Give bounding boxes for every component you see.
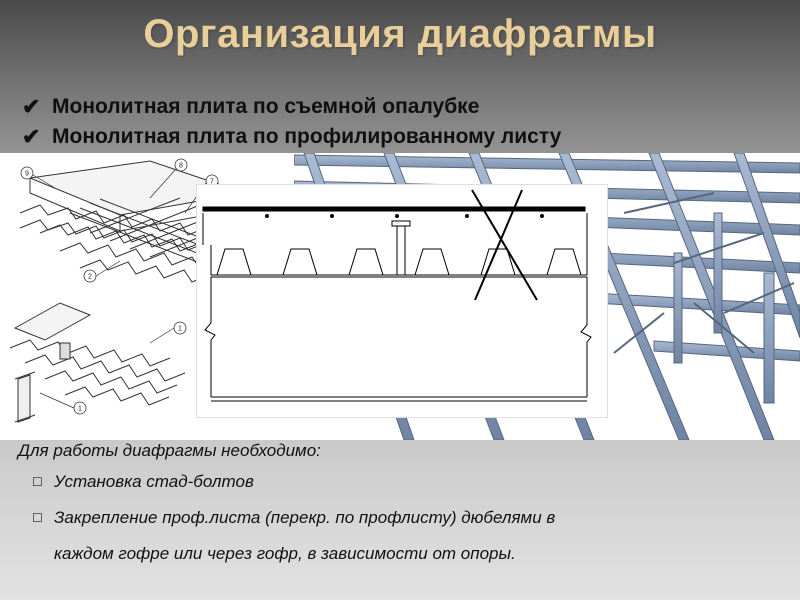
bullet-item	[22, 92, 561, 122]
requirements-heading: Для работы диафрагмы необходимо:	[18, 441, 321, 460]
bullet-label: Монолитная плита по съемной опалубке	[52, 95, 480, 118]
requirement-text: Закрепление проф.листа (перекр. по профлисту) дюбелями в	[54, 508, 556, 527]
checkmark-icon: ✔	[22, 124, 41, 149]
bullet-box-icon: ☐	[32, 475, 43, 489]
deck-section-drawing	[197, 185, 607, 417]
requirements-block	[18, 438, 788, 572]
callout-label: 8	[179, 162, 183, 170]
bullet-list	[22, 92, 561, 152]
requirement-text: Установка стад-болтов	[54, 472, 254, 491]
checkmark-icon: ✔	[22, 94, 41, 119]
bullet-box-icon: ☐	[32, 511, 43, 525]
bullet-label: Монолитная плита по профилированному листу	[52, 125, 562, 148]
callout-label: 1	[178, 325, 182, 333]
requirement-item	[18, 464, 788, 500]
callout-label: 7	[210, 178, 214, 186]
callout-label: 2	[88, 273, 92, 281]
requirement-continuation: каждом гофре или через гофр, в зависимости от опоры.	[54, 544, 516, 563]
bullet-item	[22, 122, 561, 152]
callout-label: 9	[25, 170, 29, 178]
callout-label: 1	[78, 405, 82, 413]
slide-title: Организация диафрагмы	[143, 12, 657, 56]
requirement-item	[18, 500, 788, 536]
